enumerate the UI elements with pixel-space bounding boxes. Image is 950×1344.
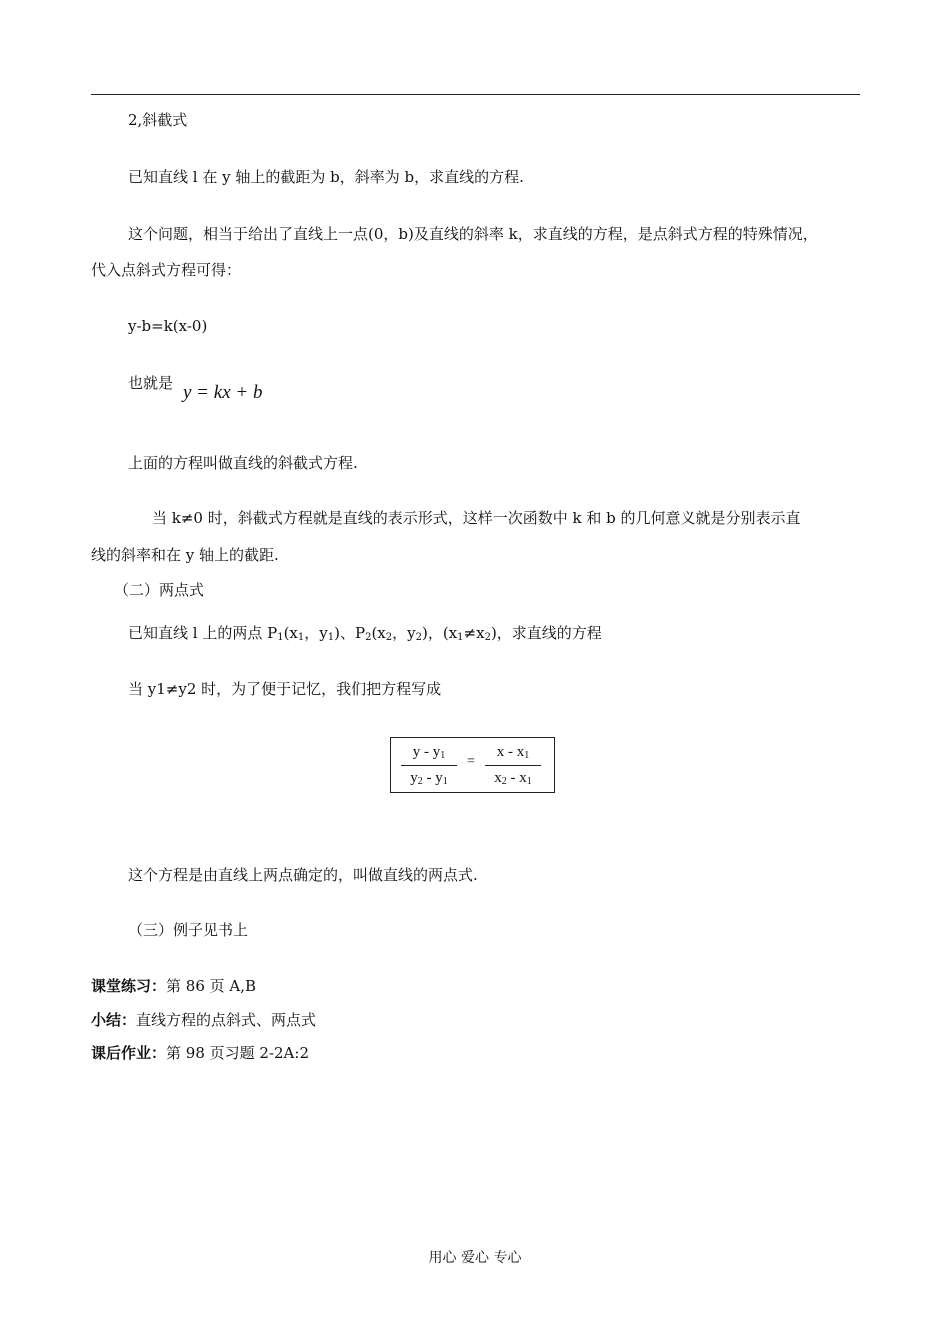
meaning-line-2: 线的斜率和在 y 轴上的截距. (91, 546, 279, 564)
two-point-condition: 当 y1≠y2 时，为了便于记忆，我们把方程写成 (128, 680, 442, 698)
lhs-numerator: y - $y_1$ (412, 744, 446, 761)
two-point-heading: （二）两点式 (114, 581, 205, 599)
homework-value: 第 98 页习题 2-2A:2 (166, 1044, 309, 1062)
slope-intercept-equation: y = kx + b (183, 382, 263, 403)
that-is-label: 也就是 (128, 374, 174, 392)
practice-value: 第 86 页 A,B (166, 977, 257, 995)
explanation-line-2: 代入点斜式方程可得： (91, 261, 242, 279)
page-footer: 用心 爱心 专心 (428, 1250, 522, 1266)
practice-line (91, 976, 256, 996)
meaning-line-1: 当 k≠0 时，斜截式方程就是直线的表示形式，这样一次函数中 k 和 b 的几何意义就是分别表示直 (152, 509, 801, 527)
problem-statement: 已知直线 l 在 y 轴上的截距为 b，斜率为 b，求直线的方程. (128, 168, 524, 186)
recap-value: 直线方程的点斜式、两点式 (136, 1011, 317, 1029)
practice-label: 课堂练习： (91, 977, 167, 995)
examples-heading: （三）例子见书上 (128, 921, 249, 939)
rhs-fraction-bar (485, 765, 541, 766)
section-heading: 2,斜截式 (128, 111, 188, 129)
rhs-numerator: x - $x_1$ (496, 744, 530, 761)
recap-label: 小结： (91, 1011, 137, 1029)
point-slope-substitution: y-b=k(x-0) (128, 317, 208, 335)
two-point-formula-box (390, 737, 555, 793)
homework-line (91, 1043, 309, 1063)
lhs-fraction (397, 738, 461, 792)
two-point-intro: 已知直线 l 上的两点 $P_1(x_1$，$y_1$)、$P_2(x_2$，$y_2$)，$(x_1\ne x_2)$，求直线的方程 (128, 624, 602, 643)
recap-line (91, 1010, 316, 1030)
equals-sign: = (467, 754, 475, 769)
rhs-fraction (481, 738, 545, 792)
lhs-denominator: $y_2 - y_1$ (410, 770, 448, 787)
homework-label: 课后作业： (91, 1044, 167, 1062)
lhs-fraction-bar (401, 765, 457, 766)
explanation-line-1: 这个问题，相当于给出了直线上一点(0，b)及直线的斜率 k，求直线的方程，是点斜式方程的特殊情况， (128, 225, 818, 243)
two-point-conclusion: 这个方程是由直线上两点确定的，叫做直线的两点式. (128, 866, 478, 884)
rhs-denominator: $x_2 - x_1$ (494, 770, 532, 787)
slope-intercept-definition: 上面的方程叫做直线的斜截式方程. (128, 454, 358, 472)
header-rule (91, 94, 860, 95)
